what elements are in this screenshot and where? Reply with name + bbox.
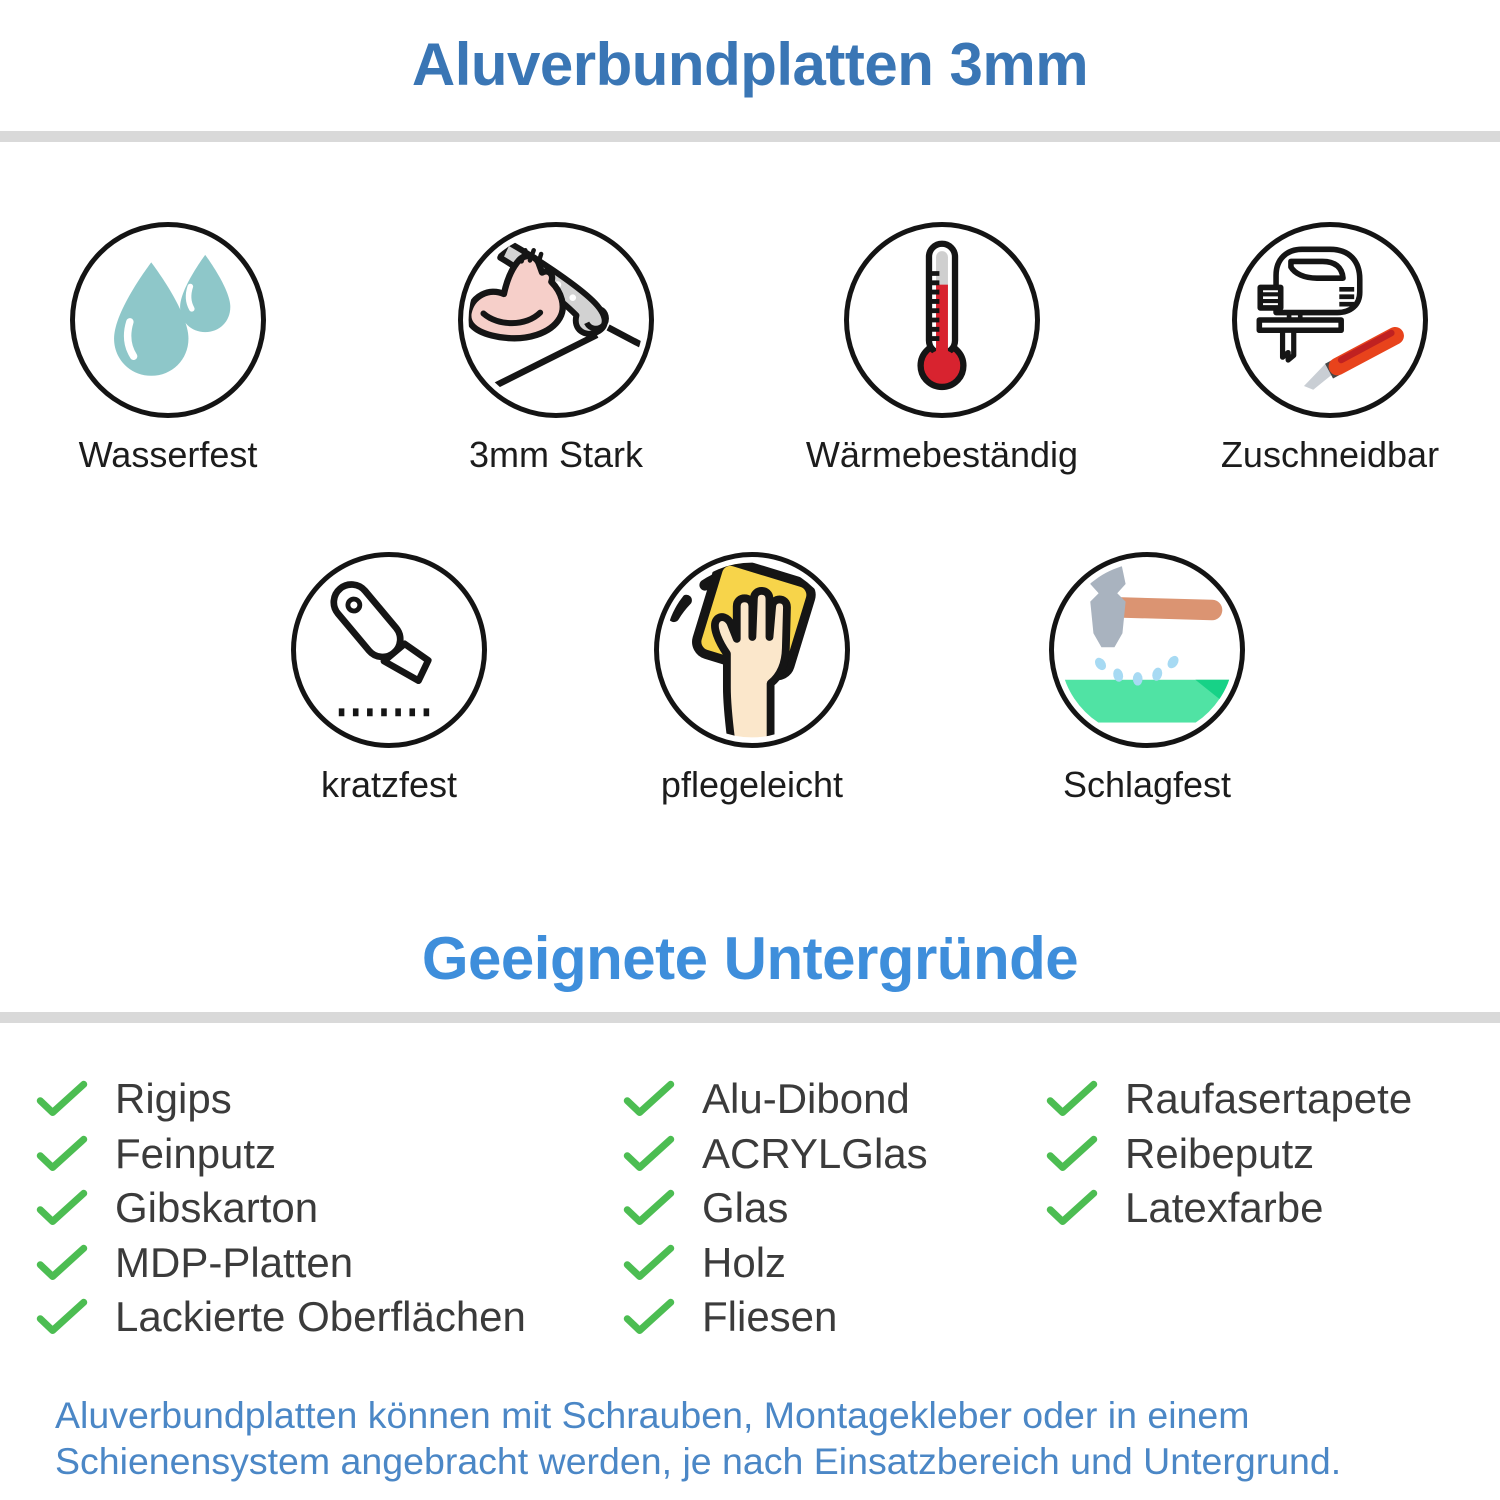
check-icon: [1045, 1189, 1099, 1227]
list-item: [1045, 1072, 1412, 1127]
top-divider: [0, 131, 1500, 142]
feature-wasserfest: [70, 222, 266, 475]
list-item: [622, 1236, 928, 1291]
page-title: Aluverbundplatten 3mm: [411, 31, 1089, 98]
hammer-impact-icon: [1049, 552, 1245, 748]
list-item-label: Latexfarbe: [1125, 1184, 1324, 1232]
water-drops-icon: [70, 222, 266, 418]
footer-line-2: Schienensystem angebracht werden, je nach Einsatzbereich und Untergrund.: [55, 1440, 1342, 1482]
feature-pflegeleicht: [654, 552, 850, 805]
list-item-label: Lackierte Oberflächen: [115, 1293, 526, 1341]
feature-3mm-stark: [458, 222, 654, 475]
list-item-label: Gibskarton: [115, 1184, 319, 1232]
list-item-label: Raufasertapete: [1125, 1075, 1413, 1123]
feature-label: kratzfest: [320, 764, 458, 805]
footer-note: [55, 1392, 1475, 1484]
thermometer-icon: [844, 222, 1040, 418]
feature-label: Schlagfest: [1062, 764, 1232, 805]
list-item-label: Reibeputz: [1125, 1129, 1315, 1177]
footer-line-1: Aluverbundplatten können mit Schrauben, Montagekleber oder in einem: [55, 1394, 1250, 1436]
check-icon: [622, 1135, 676, 1173]
list-item: [622, 1072, 928, 1127]
list-item-label: Alu-Dibond: [702, 1075, 910, 1123]
list-item: [622, 1127, 928, 1182]
feature-zuschneidbar: [1220, 222, 1440, 475]
utility-knife-icon: [291, 552, 487, 748]
feature-label: 3mm Stark: [468, 434, 644, 475]
feature-label: pflegeleicht: [660, 764, 844, 805]
feature-waermebestaendig: [805, 222, 1079, 475]
check-icon: [35, 1298, 89, 1336]
feature-schlagfest: [1049, 552, 1245, 805]
check-icon: [35, 1080, 89, 1118]
check-icon: [35, 1135, 89, 1173]
check-icon: [1045, 1135, 1099, 1173]
list-item: [35, 1290, 526, 1345]
substrate-column-1: [35, 1072, 526, 1345]
list-item: [35, 1236, 526, 1291]
check-icon: [622, 1244, 676, 1282]
feature-label: Wasserfest: [78, 434, 258, 475]
check-icon: [622, 1189, 676, 1227]
section-divider: [0, 1012, 1500, 1023]
list-item: [35, 1072, 526, 1127]
list-item-label: Glas: [702, 1184, 789, 1232]
list-item-label: MDP-Platten: [115, 1238, 354, 1286]
substrate-column-3: [1045, 1072, 1412, 1236]
list-item: [35, 1127, 526, 1182]
list-item: [622, 1290, 928, 1345]
section-title: Geeignete Untergründe: [421, 925, 1079, 992]
list-item: [35, 1181, 526, 1236]
jigsaw-cutter-icon: [1232, 222, 1428, 418]
check-icon: [1045, 1080, 1099, 1118]
feature-label: Wärmebeständig: [805, 434, 1079, 475]
check-icon: [35, 1244, 89, 1282]
substrate-column-2: [622, 1072, 928, 1345]
check-icon: [622, 1298, 676, 1336]
check-icon: [622, 1080, 676, 1118]
hand-wiping-cloth-icon: [654, 552, 850, 748]
list-item-label: Rigips: [115, 1075, 232, 1123]
feature-label: Zuschneidbar: [1220, 434, 1440, 475]
list-item-label: Feinputz: [115, 1129, 277, 1177]
check-icon: [35, 1189, 89, 1227]
list-item: [1045, 1127, 1412, 1182]
list-item-label: ACRYLGlas: [702, 1129, 928, 1177]
flexed-arm-panel-icon: [458, 222, 654, 418]
feature-kratzfest: [291, 552, 487, 805]
list-item: [622, 1181, 928, 1236]
list-item-label: Holz: [702, 1238, 787, 1286]
list-item-label: Fliesen: [702, 1293, 838, 1341]
list-item: [1045, 1181, 1412, 1236]
